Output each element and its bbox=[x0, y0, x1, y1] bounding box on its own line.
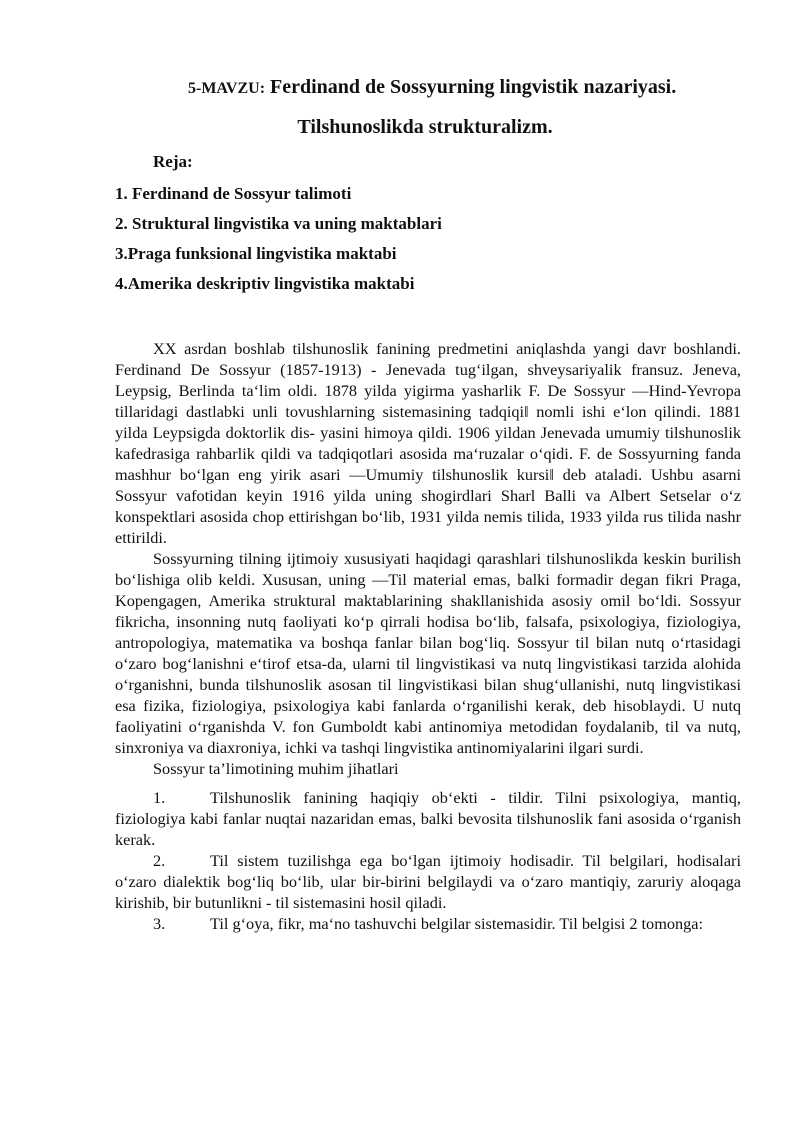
item-number: 2. bbox=[153, 851, 166, 870]
numbered-item bbox=[115, 850, 741, 913]
item-number: 1. bbox=[153, 788, 166, 807]
item-text: Til g‘oya, fikr, ma‘no tashuvchi belgilar sistemasidir. Til belgisi 2 tomonga: bbox=[210, 914, 704, 933]
body-text bbox=[115, 338, 741, 934]
plan-item: 1. Ferdinand de Sossyur talimoti bbox=[115, 184, 352, 203]
topic-number: 5-MAVZU: bbox=[188, 80, 266, 97]
plan-item: 3.Praga funksional lingvistika maktabi bbox=[115, 244, 397, 263]
page-title bbox=[188, 76, 748, 99]
item-number: 3. bbox=[153, 914, 166, 933]
numbered-item bbox=[115, 787, 741, 850]
title-line-1: Ferdinand de Sossyurning lingvistik nazariyasi. bbox=[270, 76, 677, 98]
title-line-2: Tilshunoslikda strukturalizm. bbox=[297, 116, 553, 138]
paragraph: Sossyurning tilning ijtimoiy xususiyati haqidagi qarashlari tilshunoslikda keskin burilish bo‘lishiga olib keldi. Xususan, uning ―Til material emas, balki formadir degan fikri Praga, Kopengagen, Amerika struktural maktablarining shakllanishida asosiy omil bo‘ldi. Sossyur fikricha, insonning nutq faoliyati ko‘p qirrali hodisa bo‘lib, falsafa, psixologiya, fiziologiya, antropologiya, matematika va boshqa fanlar bilan bog‘liq. Sossyur til bilan nutq o‘rtasidagi o‘zaro bog‘lanishni e‘tirof etsa-da, ularni til lingvistikasi va nutq lingvistikasi tarzida alohida o‘rganishni, bunda tilshunoslik asosan til lingvistikasi bilan shug‘ullanishi, nutq lingvistikasi esa fizika, fiziologiya, psixologiya kabi fanlarda o‘rganilishi kerak, deb hisoblaydi. U nutq faoliyatini o‘rganishda V. fon Gumboldt kabi antinomiya metodidan foydalanib, til va nutq, sinxroniya va diaxroniya, ichki va tashqi lingvistika antinomiyalarini ilgari surdi. bbox=[115, 549, 741, 757]
paragraph: XX asrdan boshlab tilshunoslik fanining predmetini aniqlashda yangi davr boshlandi. Ferdinand De Sossyur (1857-1913) - Jenevada tug‘ilgan, shveysariyalik fransuz. Jeneva, Leypsig, Berlinda ta‘lim oldi. 1878 yilda yigirma yasharlik F. De Sossyur ―Hind-Yevropa tillaridagi dastlabki unli tovushlarning sistemasining tadqiqi‖ nomli ishi e‘lon qilindi. 1881 yilda Leypsigda doktorlik dis- yasini himoya qildi. 1906 yildan Jenevada umumiy tilshunoslik kafedrasiga rahbarlik qildi va tadqiqotlari asosida ma‘ruzalar o‘qidi. F. de Sossyurning fanda mashhur bo‘lgan eng yirik asari ―Umumiy tilshunoslik kursi‖ deb ataladi. Ushbu asarni Sossyur vafotidan keyin 1916 yilda uning shogirdlari Sharl Balli va Albert Setselar o‘z konspektlari asosida chop ettirishgan bo‘lib, 1931 yilda nemis tilida, 1933 yilda rus tilida nashr ettirildi. bbox=[115, 339, 741, 547]
item-text: Tilshunoslik fanining haqiqiy ob‘ekti - tildir. Tilni psixologiya, mantiq, fiziologiya kabi fanlar nuqtai nazaridan emas, balki bevosita tilshunoslik fani asosida o‘rganish kerak. bbox=[115, 788, 741, 849]
plan-label: Reja: bbox=[153, 152, 193, 171]
plan-item: 4.Amerika deskriptiv lingvistika maktabi bbox=[115, 274, 415, 293]
section-subheading: Sossyur ta’limotining muhim jihatlari bbox=[153, 759, 399, 778]
numbered-item bbox=[115, 913, 741, 934]
item-text: Til sistem tuzilishga ega bo‘lgan ijtimoiy hodisadir. Til belgilari, hodisalari o‘zaro dialektik bog‘liq bo‘lib, ular bir-birini belgilaydi va o‘zaro mantiqiy, zaruriy aloqaga kirishib, bir butunlikni - til sistemasini hosil qiladi. bbox=[115, 851, 741, 912]
plan-list bbox=[115, 183, 755, 303]
plan-item: 2. Struktural lingvistika va uning maktablari bbox=[115, 214, 442, 233]
